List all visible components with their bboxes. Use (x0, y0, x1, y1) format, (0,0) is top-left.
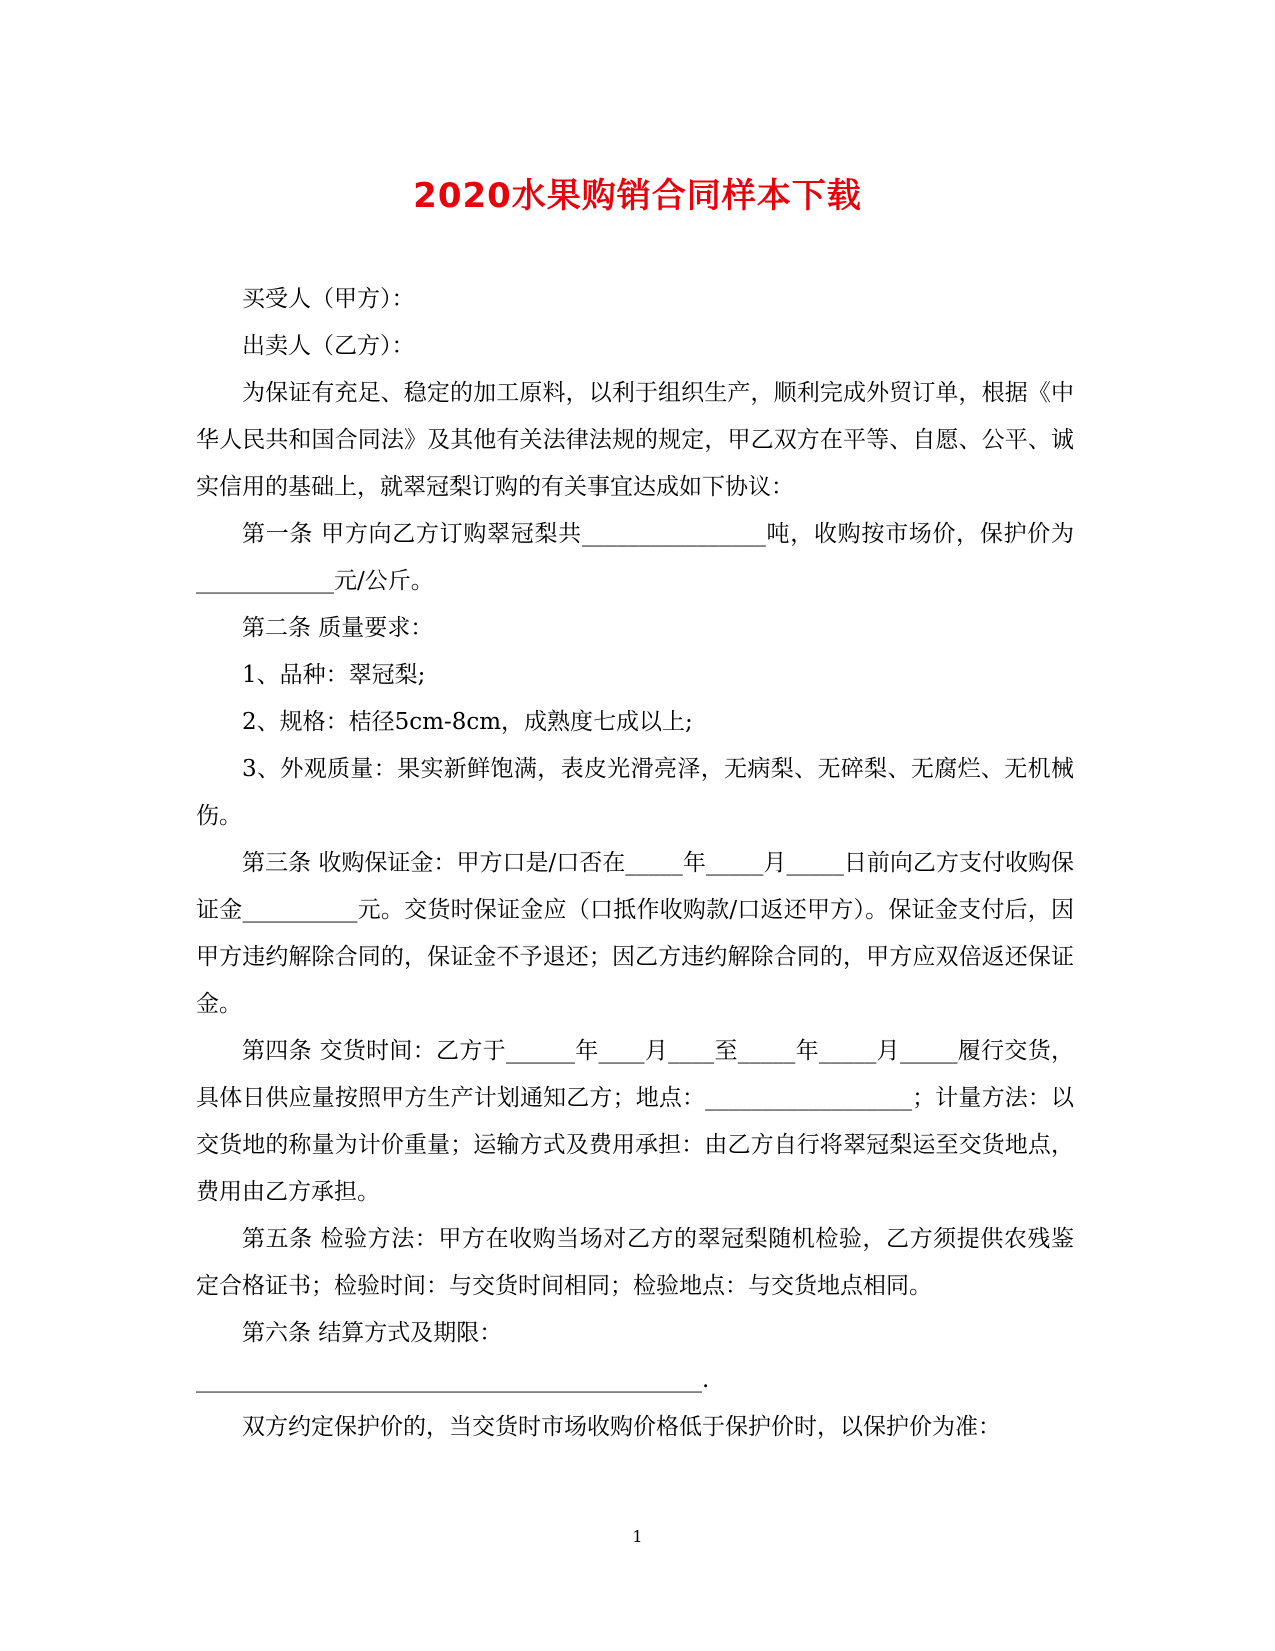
paragraph-article-2: 第二条 质量要求： (242, 615, 434, 641)
paragraph-article-6: 第六条 结算方式及期限： (242, 1320, 503, 1346)
page-title: 2020水果购销合同样本下载 (413, 176, 862, 216)
paragraph-article-5: 第五条 检验方法：甲方在收购当场对乙方的翠冠梨随机检验，乙方须提供农残鉴定合格证书；检验时间：与交货时间相同；检验地点：与交货地点相同。 (196, 1226, 1074, 1299)
paragraph-protection-price: 双方约定保护价的，当交货时市场收购价格低于保护价时，以保护价为准： (242, 1414, 1001, 1440)
paragraph-settlement-blank: ____________________________________________. (196, 1367, 710, 1393)
paragraph-article-4: 第四条 交货时间：乙方于______年____月____至_____年_____月_____履行交货，具体日供应量按照甲方生产计划通知乙方；地点：__________________；计量方法：以交货地的称量为计价重量；运输方式及费用承担：由乙方自行将翠冠梨运至交货地点，费用由乙方承担。 (196, 1038, 1074, 1205)
paragraph-specification: 2、规格：桔径5cm-8cm，成熟度七成以上; (242, 709, 693, 735)
contract-body (196, 276, 1074, 1451)
paragraph-article-1: 第一条 甲方向乙方订购翠冠梨共________________吨，收购按市场价，保护价为____________元/公斤。 (196, 521, 1074, 594)
paragraph-variety: 1、品种：翠冠梨; (242, 662, 426, 688)
paragraph-preamble: 为保证有充足、稳定的加工原料，以利于组织生产，顺利完成外贸订单，根据《中华人民共和国合同法》及其他有关法律法规的规定，甲乙双方在平等、自愿、公平、诚实信用的基础上，就翠冠梨订购的有关事宜达成如下协议： (196, 380, 1074, 500)
paragraph-buyer: 买受人（甲方）： (242, 286, 415, 312)
paragraph-seller: 出卖人（乙方）： (242, 333, 415, 359)
paragraph-appearance: 3、外观质量：果实新鲜饱满，表皮光滑亮泽，无病梨、无碎梨、无腐烂、无机械伤。 (196, 756, 1074, 829)
page-number: 1 (632, 1527, 643, 1546)
paragraph-article-3: 第三条 收购保证金：甲方口是/口否在_____年_____月_____日前向乙方支付收购保证金__________元。交货时保证金应（口抵作收购款/口返还甲方）。保证金支付后，因甲方违约解除合同的，保证金不予退还；因乙方违约解除合同的，甲方应双倍返还保证金。 (196, 850, 1074, 1017)
